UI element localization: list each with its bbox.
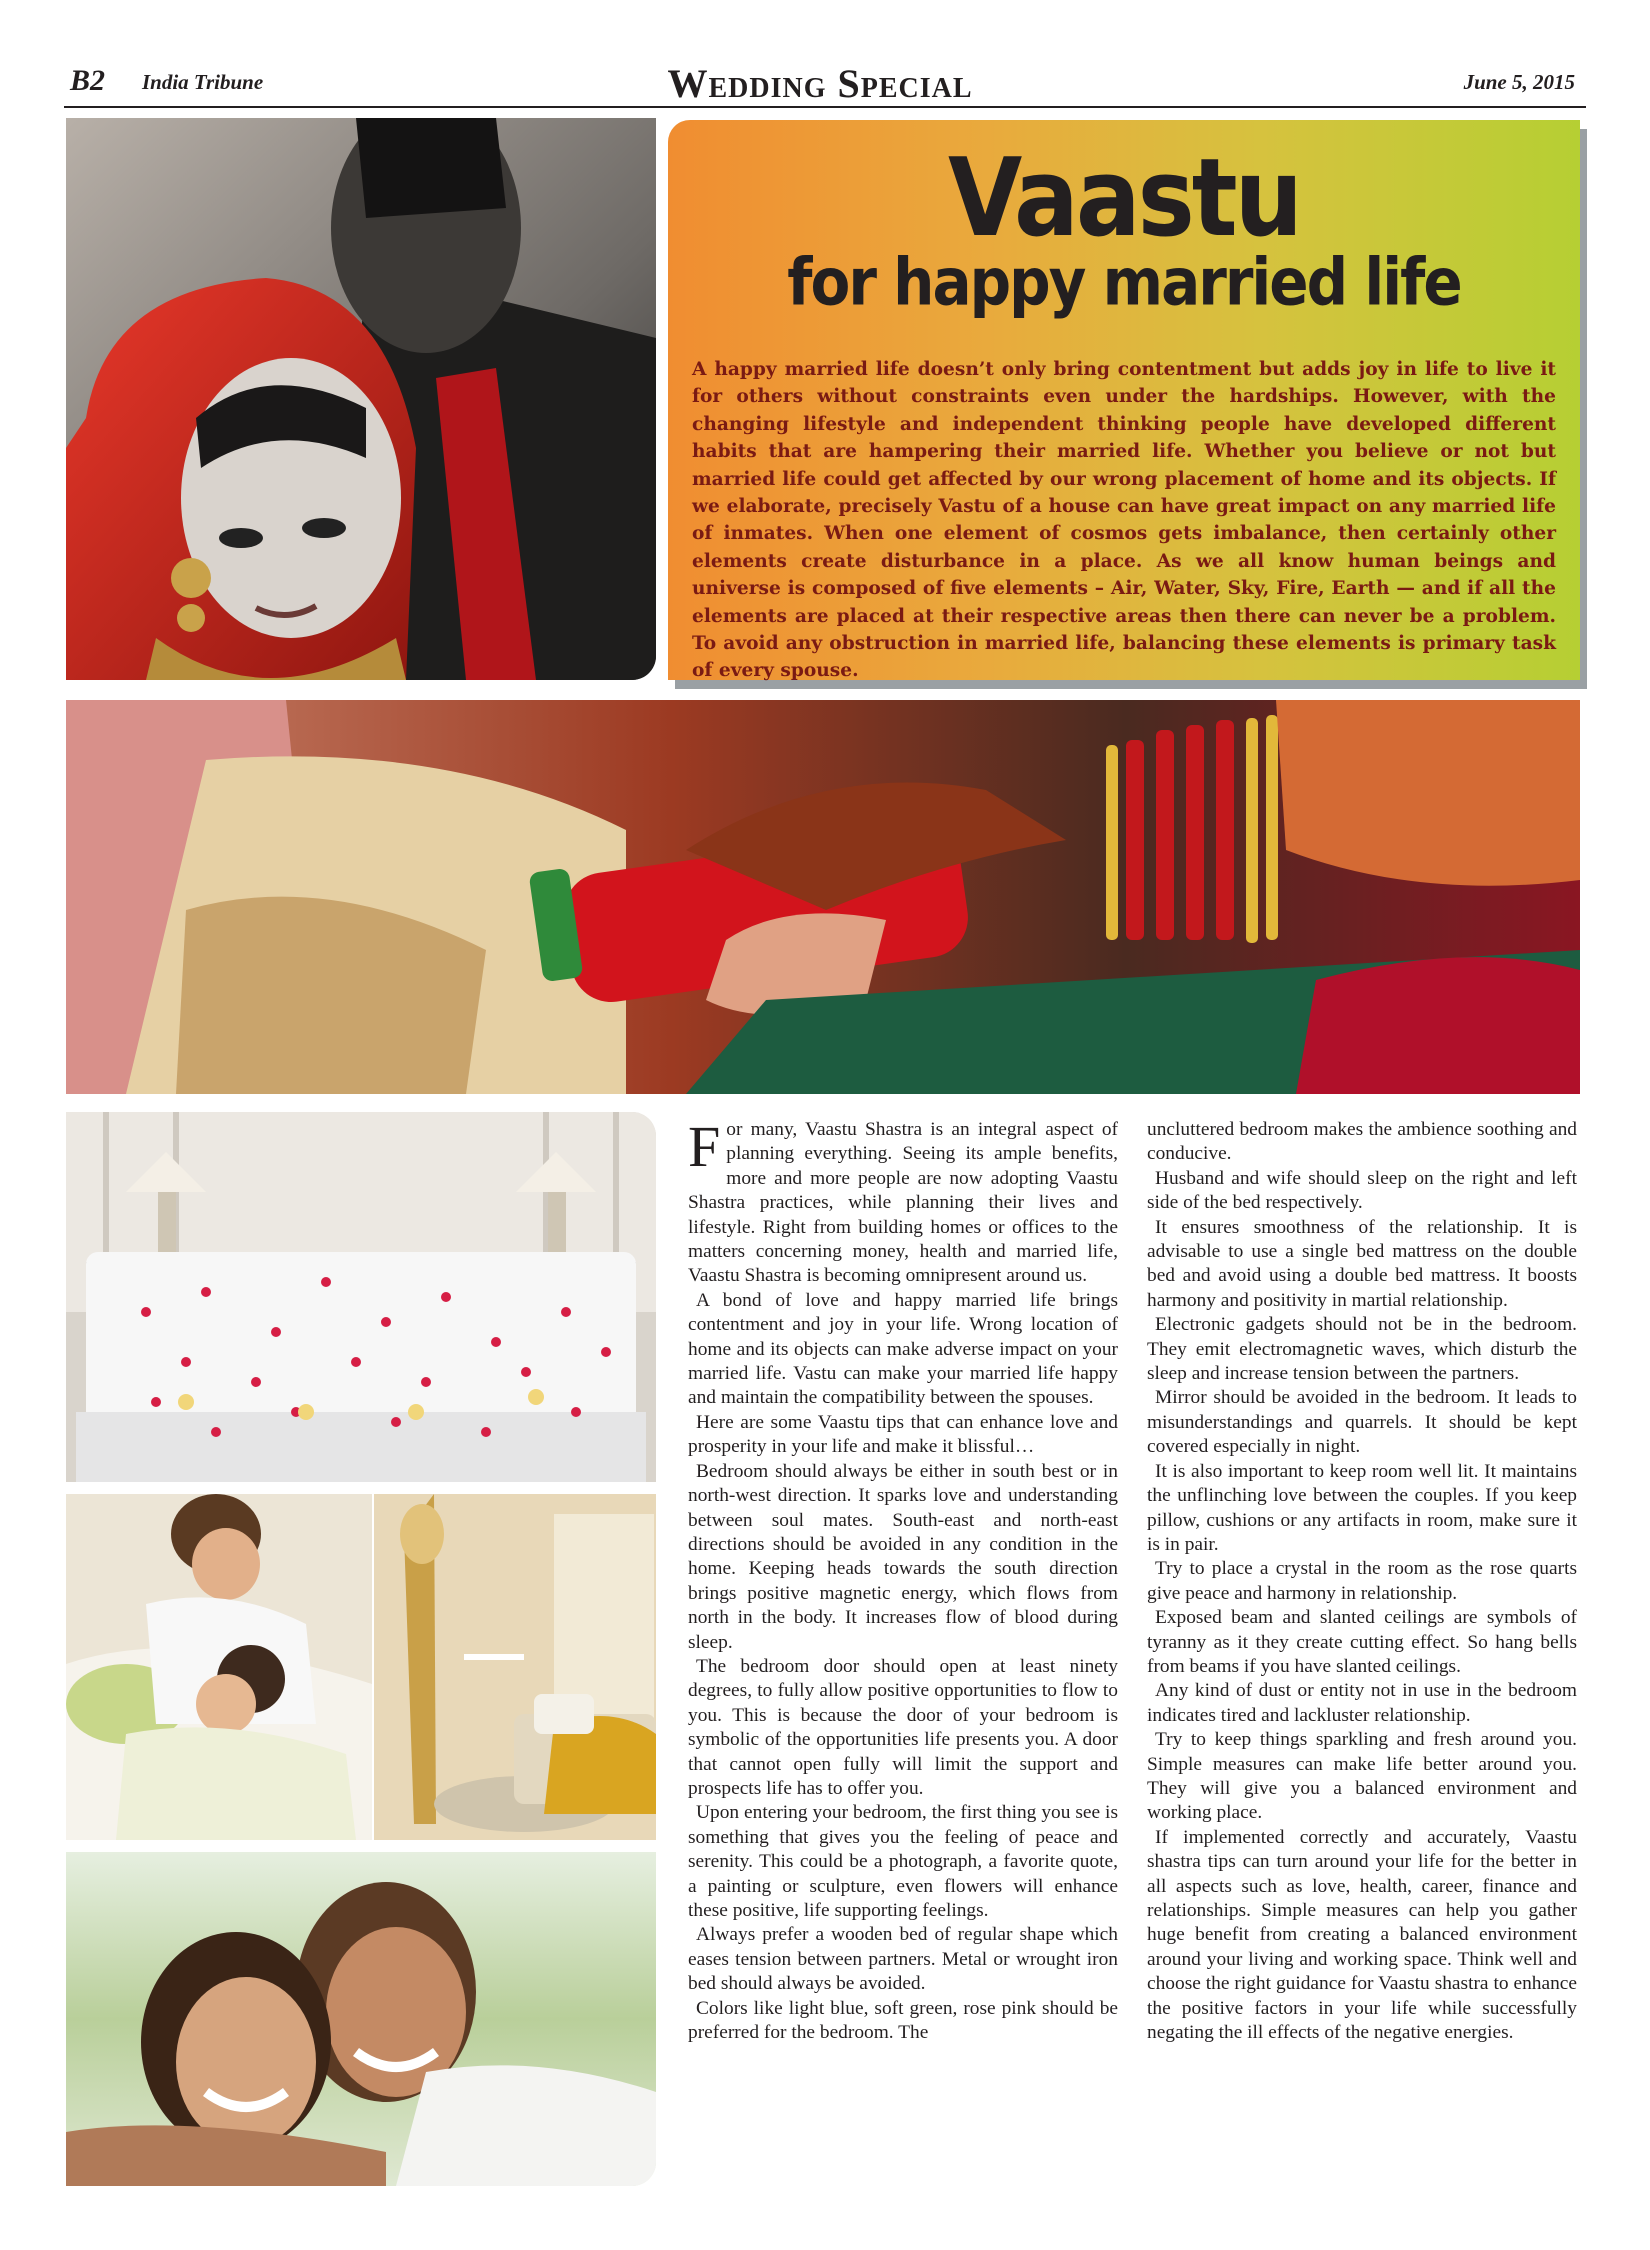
article-paragraph: Try to keep things sparkling and fresh around you. Simple measures can make life better around you. They will give you a balanced environment and working place. xyxy=(1147,1729,1577,1824)
article-column-2 xyxy=(1147,1118,1577,2045)
intro-box xyxy=(668,120,1580,680)
article-paragraph: Husband and wife should sleep on the right and left side of the bed respectively. xyxy=(1147,1167,1577,1214)
article-paragraph: Here are some Vaastu tips that can enhance love and prosperity in your life and make it blissful… xyxy=(688,1411,1118,1458)
article-paragraph: Any kind of dust or entity not in use in the bedroom indicates tired and lackluster relationship. xyxy=(1147,1680,1577,1726)
couple-photo xyxy=(66,118,656,680)
issue-date: June 5, 2015 xyxy=(1463,70,1575,94)
laughing-couple-photo xyxy=(66,1852,656,2186)
article-paragraph: Always prefer a wooden bed of regular shape which eases tension between partners. Metal or wrought iron bed should always be avoided. xyxy=(688,1924,1118,1995)
publication-name: India Tribune xyxy=(142,70,264,94)
article-paragraph: Upon entering your bedroom, the first thing you see is something that gives you the feeling of peace and serenity. This could be a photograph, a favorite quote, a painting or sculpture, even flowers will enhance these positive, life supporting feelings. xyxy=(688,1802,1118,1921)
section-title: Wedding Special xyxy=(667,61,973,106)
wedding-ceremony-photo xyxy=(66,700,1580,1094)
article-paragraph: Try to place a crystal in the room as the rose quarts give peace and harmony in relationship. xyxy=(1147,1558,1577,1604)
page-number: B2 xyxy=(70,64,106,97)
article-lead-paragraph: For many, Vaastu Shastra is an integral aspect of planning everything. Seeing its ample benefits, more and more people are now adopting Vaastu Shastra practices, while planning their lives and lifestyle. Right from building homes or offices to the matters concerning money, health and married life, Vaastu Shastra is becoming omnipresent around us. xyxy=(688,1114,1118,1287)
article-paragraph: Mirror should be avoided in the bedroom. It leads to misunderstandings and quarrels. It should be kept covered especially in night. xyxy=(1147,1387,1577,1458)
article-paragraph: uncluttered bedroom makes the ambience soothing and conducive. xyxy=(1147,1119,1577,1165)
couple-bed-photo xyxy=(66,1494,372,1840)
bedroom-interior-photo xyxy=(374,1494,656,1840)
intro-paragraph: A happy married life doesn’t only bring contentment but adds joy in life to live it for others without constraints even under the hardships. However, with the changing lifestyle and independent thinking people have developed different habits that are hampering their married life. Whether you believe or not but married life could get affected by our wrong placement of home and its objects. If we elaborate, precisely Vastu of a house can have great impact on any married life of inmates. When one element of cosmos gets imbalance, then certainly other elements create disturbance in a place. As we all know human beings and universe is composed of five elements – Air, Water, Sky, Fire, Earth — and if all the elements are placed at their respective areas then there can never be a problem. To avoid any obstruction in married life, balancing these elements is primary task of every spouse. xyxy=(692,359,1556,682)
article-paragraph: Exposed beam and slanted ceilings are symbols of tyranny as it they create cutting effect. So hang bells from beams if you have slanted ceilings. xyxy=(1147,1607,1577,1677)
article-paragraph: Electronic gadgets should not be in the bedroom. They emit electromagnetic waves, which disturb the sleep and increase tension between the partners. xyxy=(1147,1314,1577,1385)
rose-bed-photo xyxy=(66,1112,656,1482)
article-subtitle: for happy married life xyxy=(787,243,1461,321)
article-paragraph: If implemented correctly and accurately, Vaastu shastra tips can turn around your life for the better in all aspects such as love, health, career, finance and relationships. Simple measures can help you gather huge benefit from creating a balanced environment around your living and working space. Think well and choose the right guidance for Vaastu shastra to enhance the positive factors in your life while successfully negating the ill effects of the negative energies. xyxy=(1147,1826,1577,2044)
drop-cap: F xyxy=(688,1114,721,1179)
article-paragraph: It is also important to keep room well lit. It maintains the unflinching love between the couples. If you keep pillow, cushions or any artifacts in room, make sure it is in pair. xyxy=(1147,1460,1577,1555)
article-paragraph: The bedroom door should open at least ninety degrees, to fully allow positive opportunities to flow to you. This is because the door of your bedroom is symbolic of the opportunities life presents you. A door that cannot open fully will limit the support and prospects life has to offer you. xyxy=(688,1655,1118,1799)
article-column-1 xyxy=(688,1114,1118,2045)
article-title: Vaastu xyxy=(948,135,1300,261)
header-rule xyxy=(64,106,1586,108)
article-paragraph: Bedroom should always be either in south best or in north-west direction. It sparks love and understanding between soul mates. South-east and north-east directions should be avoided in any condition in the home. Keeping heads towards the south direction brings positive magnetic energy, which flows from north in the body. It increases flow of blood during sleep. xyxy=(688,1460,1118,1653)
article-paragraph: A bond of love and happy married life brings contentment and joy in your life. Wrong location of home and its objects can make adverse impact on your married life. Vastu can make your married life happy and maintain the compatibility between the spouses. xyxy=(688,1289,1118,1409)
article-paragraph: It ensures smoothness of the relationship. It is advisable to use a single bed mattress on the double bed and avoid using a double bed mattress. It boosts harmony and positivity in martial relationship. xyxy=(1147,1216,1577,1311)
article-paragraph: Colors like light blue, soft green, rose pink should be preferred for the bedroom. The xyxy=(688,1997,1118,2044)
